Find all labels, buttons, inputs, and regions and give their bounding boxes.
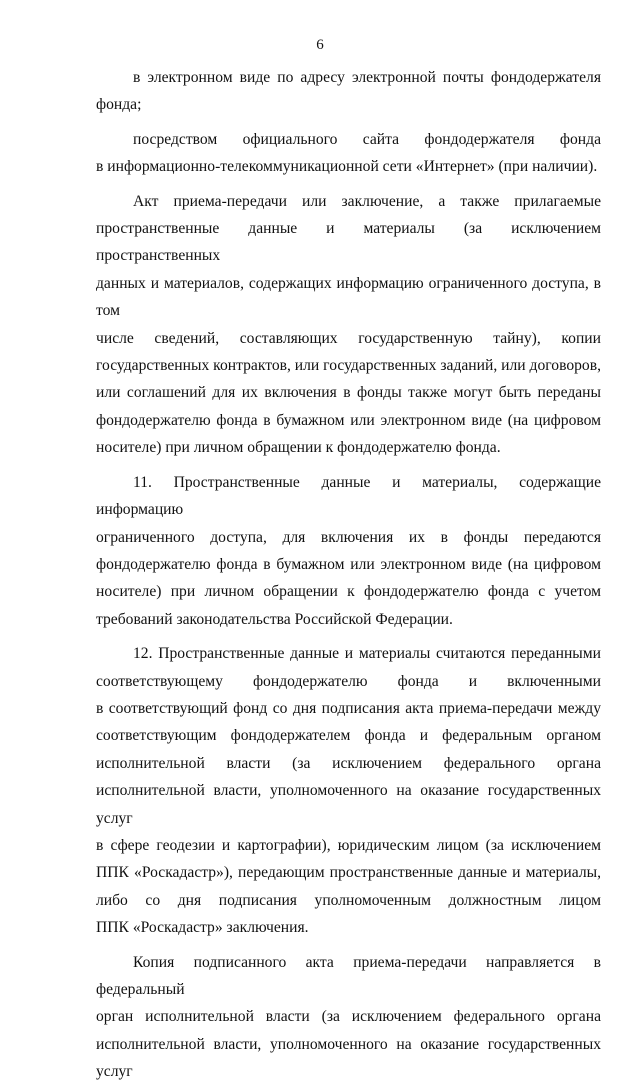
text-line: фондодержателю фонда в бумажном или электронном виде (на цифровом [96,411,601,429]
text-line: числе сведений, составляющих государственную тайну), копии [96,329,601,347]
text-line: носителе) при личном обращении к фондодержателю фонда. [96,439,501,457]
text-line: исполнительной власти (за исключением федерального органа [96,754,601,772]
text-line: в электронном виде по адресу электронной почты фондодержателя [133,69,601,86]
text-line: или соглашений для их включения в фонды также могут быть переданы [96,384,601,402]
text-line: государственных контрактов, или государственных заданий, или договоров, [96,357,601,375]
text-line: ППК «Роскадастр» заключения. [96,919,309,937]
text-line: ограниченного доступа, для включения их в фонды передаются [96,528,601,546]
text-line: посредством официального сайта фондодержателя фонда [133,130,601,148]
document-body [96,64,601,1086]
text-line: носителе) при личном обращении к фондодержателю фонда с учетом [96,583,601,601]
text-line: соответствующему фондодержателю фонда и включенными [96,672,601,690]
text-line: Копия подписанного акта приема-передачи направляется в федеральный [96,953,601,998]
text-line: исполнительной власти, уполномоченного на оказание государственных услуг [96,1035,601,1081]
text-line: ППК «Роскадастр»), передающим пространственные данные и материалы, [96,864,601,882]
text-line: исполнительной власти, уполномоченного на оказание государственных услуг [96,782,601,827]
text-line: пространственные данные и материалы (за исключением пространственных [96,220,601,265]
text-line: соответствующим фондодержателем фонда и федеральным органом [96,727,601,745]
text-line: в сфере геодезии и картографии), юридическим лицом (за исключением [96,836,601,854]
page-number: 6 [316,37,324,53]
text-line: Акт приема-передачи или заключение, а также прилагаемые [133,192,601,210]
text-line: орган исполнительной власти (за исключением федерального органа [96,1008,601,1026]
text-line: 12. Пространственные данные и материалы считаются переданными [133,645,601,663]
text-line: фондодержателю фонда в бумажном или электронном виде (на цифровом [96,555,601,573]
text-line: в информационно-телекоммуникационной сети «Интернет» (при наличии). [96,158,598,176]
text-line: 11. Пространственные данные и материалы, содержащие информацию [96,473,601,519]
text-line: данных и материалов, содержащих информацию ограниченного доступа, в том [96,274,601,320]
text-line: фонда; [96,96,142,114]
text-line: либо со дня подписания уполномоченным должностным лицом [96,891,601,909]
text-line: требований законодательства Российской Федерации. [96,610,453,628]
text-line: в соответствующий фонд со дня подписания акта приема-передачи между [96,699,601,717]
